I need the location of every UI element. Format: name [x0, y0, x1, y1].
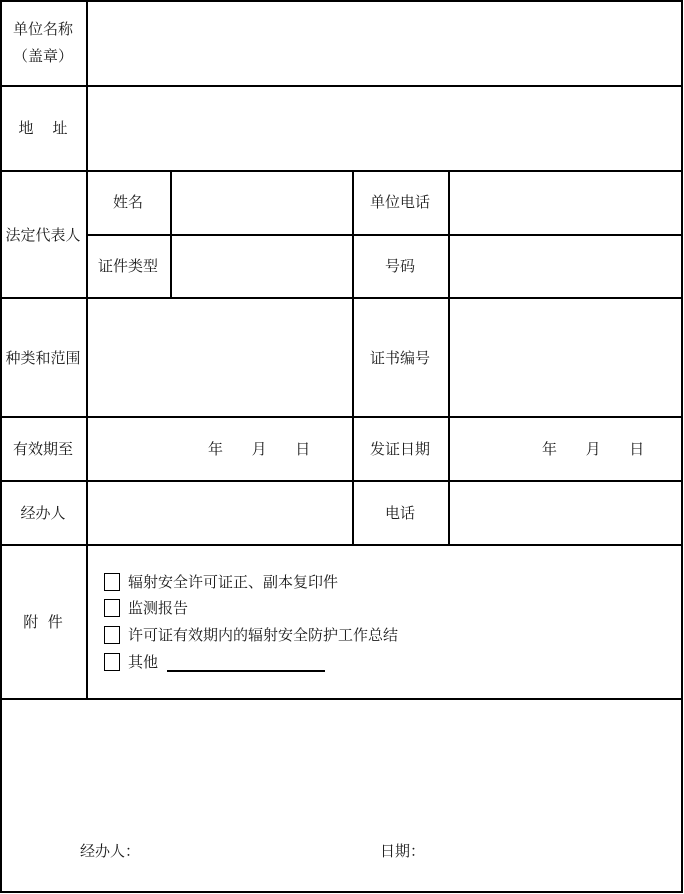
handler-label: 经办人: [20, 504, 66, 522]
attachment-checkbox-1[interactable]: [104, 573, 120, 591]
col-border: [681, 0, 683, 893]
category-field[interactable]: [88, 299, 352, 416]
issue-date-value[interactable]: 年 月 日: [542, 440, 645, 458]
attachment-checkbox-3[interactable]: [104, 626, 120, 644]
id-type-label: 证件类型: [97, 257, 158, 275]
attachments-label: 附 件: [23, 613, 63, 631]
unit-phone-field[interactable]: [450, 172, 681, 234]
address-label: 地 址: [18, 119, 68, 137]
unit-name-field[interactable]: [88, 2, 681, 85]
legal-rep-label: 法定代表人: [5, 226, 81, 244]
valid-until-date[interactable]: 年 月 日: [208, 440, 311, 458]
attachment-item-1: 辐射安全许可证正、副本复印件: [128, 573, 339, 591]
other-blank-line[interactable]: [167, 670, 325, 672]
footer-handler-label: 经办人：: [80, 842, 141, 860]
name-label: 姓名: [112, 193, 143, 211]
row-border: [0, 891, 683, 893]
attachment-item-3: 许可证有效期内的辐射安全防护工作总结: [128, 626, 399, 644]
unit-name-label: 单位名称: [12, 20, 73, 38]
cert-no-label: 证书编号: [369, 349, 430, 367]
issue-date-label: 发证日期: [369, 440, 430, 458]
handler-field[interactable]: [88, 482, 352, 544]
valid-until-label: 有效期至: [12, 440, 73, 458]
attachment-item-2: 监测报告: [128, 599, 189, 617]
address-field[interactable]: [88, 87, 681, 170]
attachment-checkbox-2[interactable]: [104, 599, 120, 617]
number-field[interactable]: [450, 236, 681, 297]
phone-label: 电话: [384, 504, 415, 522]
row-border: [0, 698, 683, 700]
id-type-field[interactable]: [172, 236, 352, 297]
unit-phone-label: 单位电话: [369, 193, 430, 211]
number-label: 号码: [384, 257, 415, 275]
row-border: [0, 544, 683, 546]
phone-field[interactable]: [450, 482, 681, 544]
name-field[interactable]: [172, 172, 352, 234]
attachment-item-4: 其他: [128, 653, 159, 671]
footer-date-label: 日期：: [380, 842, 426, 860]
unit-name-sublabel: （盖章）: [12, 47, 73, 65]
row-border: [0, 416, 683, 418]
attachment-checkbox-4[interactable]: [104, 653, 120, 671]
category-label: 种类和范围: [5, 349, 81, 367]
cert-no-field[interactable]: [450, 299, 681, 416]
